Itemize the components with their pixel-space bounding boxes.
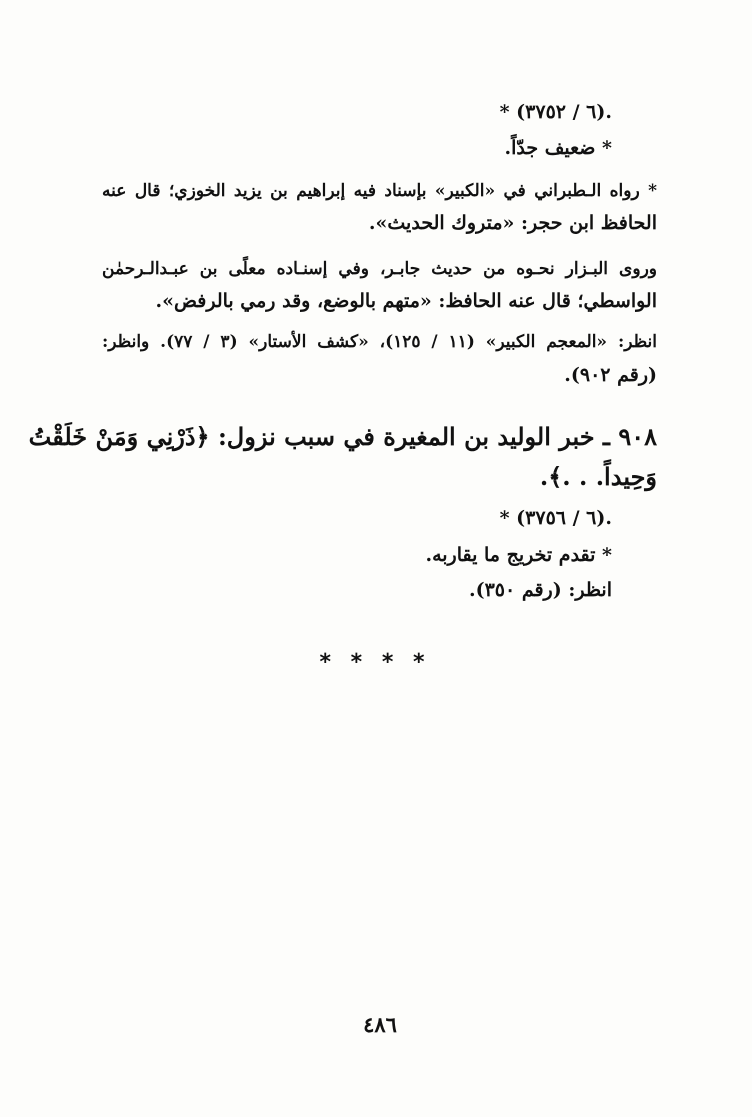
entry-907-para1-line2: الحافظ ابن حجر: «متروك الحديث». xyxy=(368,212,657,234)
entry-908-heading-line2: وَحِيداً. . .﴾. xyxy=(539,462,657,491)
entry-907-para2-line2: الواسطي؛ قال عنه الحافظ: «متهم بالوضع، وقد رمي بالرفض». xyxy=(155,290,657,312)
entry-908-reference: * (٦ / ٣٧٥٦). xyxy=(499,507,612,529)
entry-908-see-also: انظر: (رقم ٣٥٠). xyxy=(468,579,612,601)
entry-907-grade: * ضعيف جدّاً. xyxy=(504,137,612,159)
entry-908-note: * تقدم تخريج ما يقاربه. xyxy=(425,544,612,566)
entry-908-heading-line1: ٩٠٨ ـ خبر الوليد بن المغيرة في سبب نزول: ﴿ذَرْنِي وَمَنْ خَلَقْتُ xyxy=(28,422,657,451)
entry-907-para3-line1: انظر: «المعجم الكبير» (١١ / ١٢٥)، «كشف الأستار» (٣ / ٧٧). وانظر: xyxy=(102,332,658,352)
entry-907-para3-line2: (رقم ٩٠٢). xyxy=(564,364,657,386)
section-separator: * * * * xyxy=(319,650,431,675)
entry-907-para1-line1: * رواه الـطبراني في «الكبير» بإسناد فيه إبراهيم بن يزيد الخوزي؛ قال عنه xyxy=(102,181,657,201)
entry-907-reference: * (٦ / ٣٧٥٢). xyxy=(499,101,612,123)
page-number: ٤٨٦ xyxy=(363,1012,397,1037)
entry-907-para2-line1: وروى البـزار نحـوه من حديث جابـر، وفي إسنـاده معلًى بن عبـدالـرحمٰن xyxy=(102,259,657,279)
